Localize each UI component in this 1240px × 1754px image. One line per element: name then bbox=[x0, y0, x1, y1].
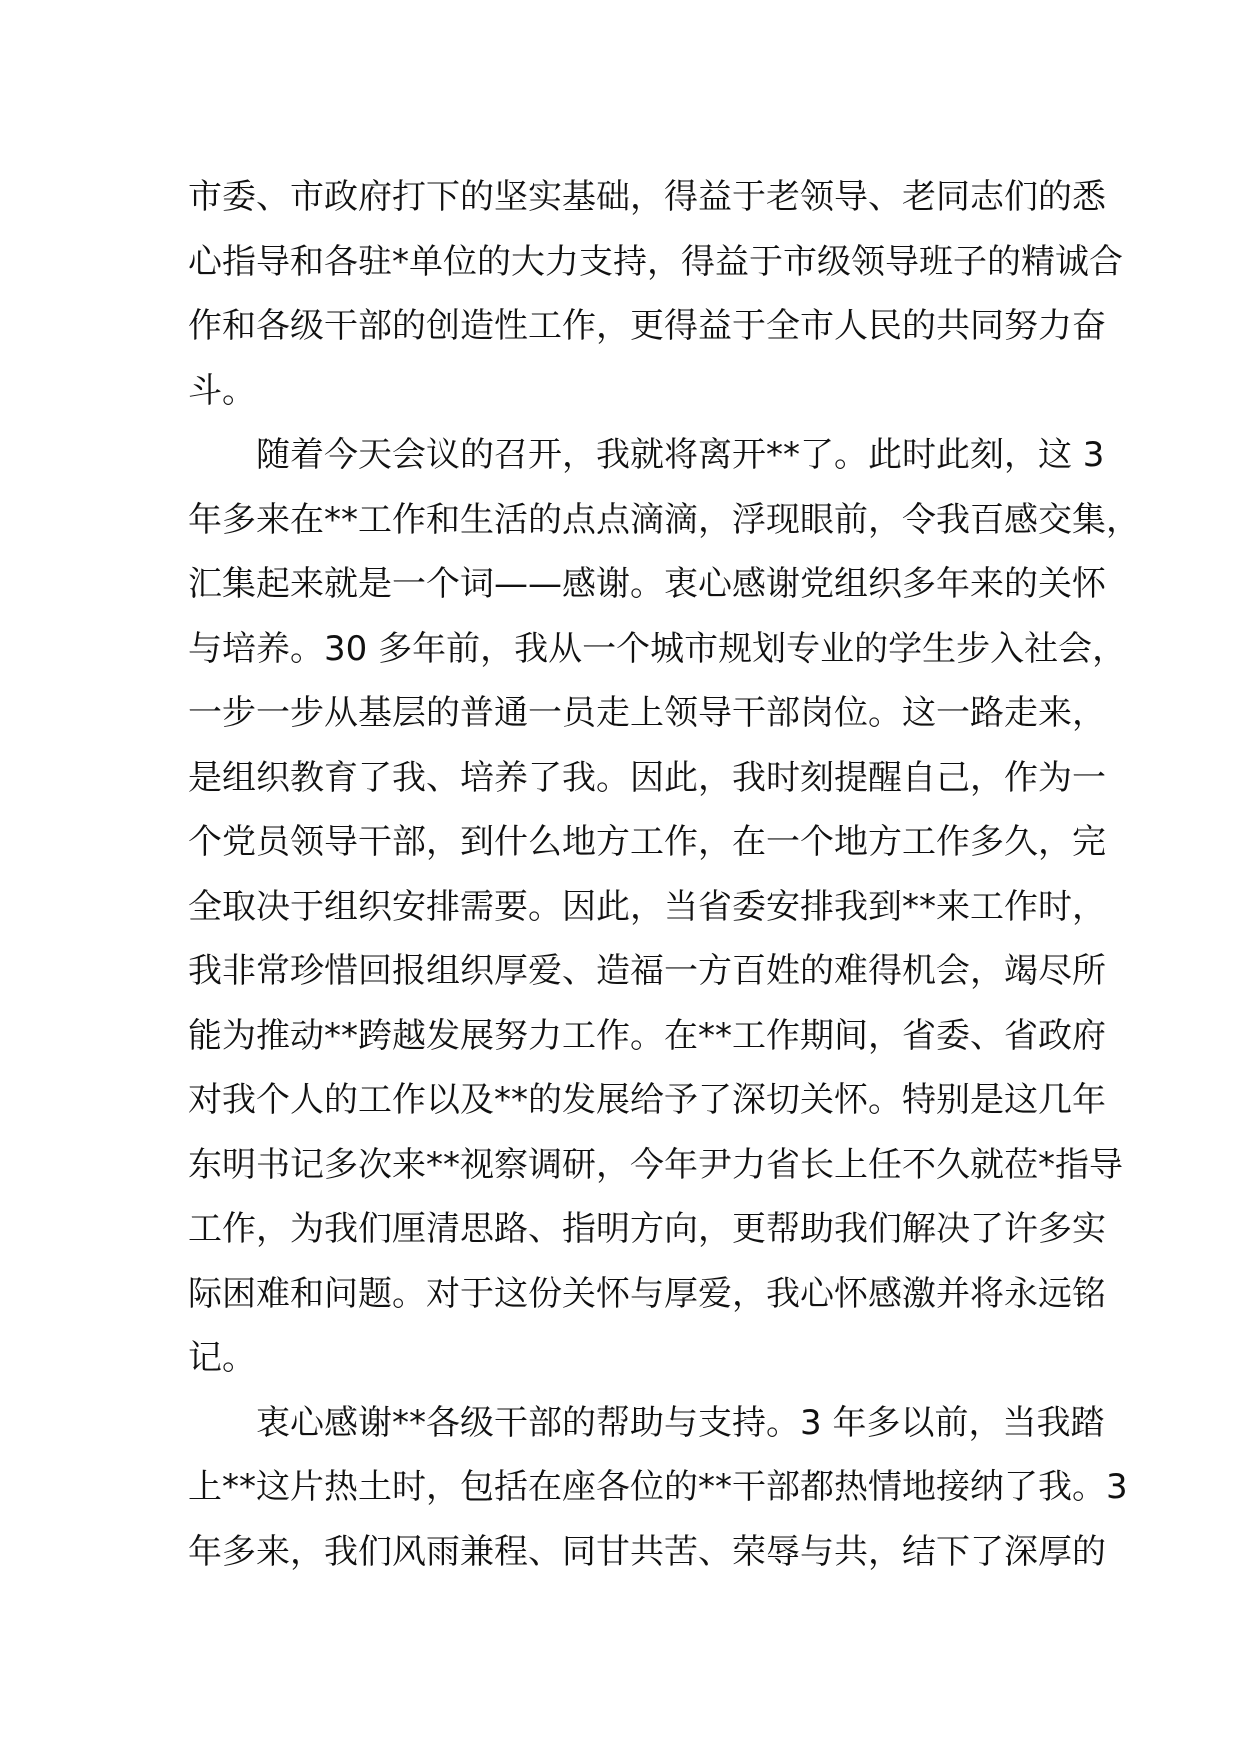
text-line: 市委、市政府打下的坚实基础，得益于老领导、老同志们的悉 bbox=[188, 177, 1106, 217]
text-line: 对我个人的工作以及**的发展给予了深切关怀。特别是这几年 bbox=[188, 1080, 1106, 1120]
text-line: 心指导和各驻*单位的大力支持，得益于市级领导班子的精诚合 bbox=[188, 241, 1123, 282]
text-line: 际困难和问题。对于这份关怀与厚爱，我心怀感激并将永远铭 bbox=[188, 1273, 1106, 1314]
text-line: 是组织教育了我、培养了我。因此，我时刻提醒自己，作为一 bbox=[188, 757, 1106, 798]
text-line: 全取决于组织安排需要。因此，当省委安排我到**来工作时， bbox=[188, 886, 1106, 927]
text-line: 记。 bbox=[188, 1338, 256, 1378]
text-line: 斗。 bbox=[188, 370, 256, 411]
text-line: 年多来，我们风雨兼程、同甘共苦、荣辱与共，结下了深厚的 bbox=[188, 1531, 1106, 1572]
text-line: 东明书记多次来**视察调研，今年尹力省长上任不久就莅*指导 bbox=[188, 1144, 1123, 1185]
paragraph-first-line: 随着今天会议的召开，我就将离开**了。此时此刻，这 3 bbox=[256, 435, 1105, 475]
body-text bbox=[188, 165, 1140, 1584]
text-line: 工作，为我们厘清思路、指明方向，更帮助我们解决了许多实 bbox=[188, 1209, 1106, 1249]
text-line: 能为推动**跨越发展努力工作。在**工作期间，省委、省政府 bbox=[188, 1015, 1106, 1056]
text-line: 个党员领导干部，到什么地方工作，在一个地方工作多久，完 bbox=[188, 822, 1106, 862]
text-line: 作和各级干部的创造性工作，更得益于全市人民的共同努力奋 bbox=[188, 306, 1106, 346]
text-line: 我非常珍惜回报组织厚爱、造福一方百姓的难得机会，竭尽所 bbox=[188, 951, 1106, 991]
text-line: 汇集起来就是一个词——感谢。衷心感谢党组织多年来的关怀 bbox=[188, 564, 1106, 604]
text-line: 年多来在**工作和生活的点点滴滴，浮现眼前，令我百感交集， bbox=[188, 499, 1140, 540]
text-line: 上**这片热土时，包括在座各位的**干部都热情地接纳了我。3 bbox=[188, 1467, 1128, 1507]
text-line: 一步一步从基层的普通一员走上领导干部岗位。这一路走来， bbox=[188, 693, 1106, 733]
paragraph-first-line: 衷心感谢**各级干部的帮助与支持。3 年多以前，当我踏 bbox=[256, 1402, 1105, 1443]
text-line: 与培养。30 多年前，我从一个城市规划专业的学生步入社会， bbox=[188, 628, 1127, 669]
